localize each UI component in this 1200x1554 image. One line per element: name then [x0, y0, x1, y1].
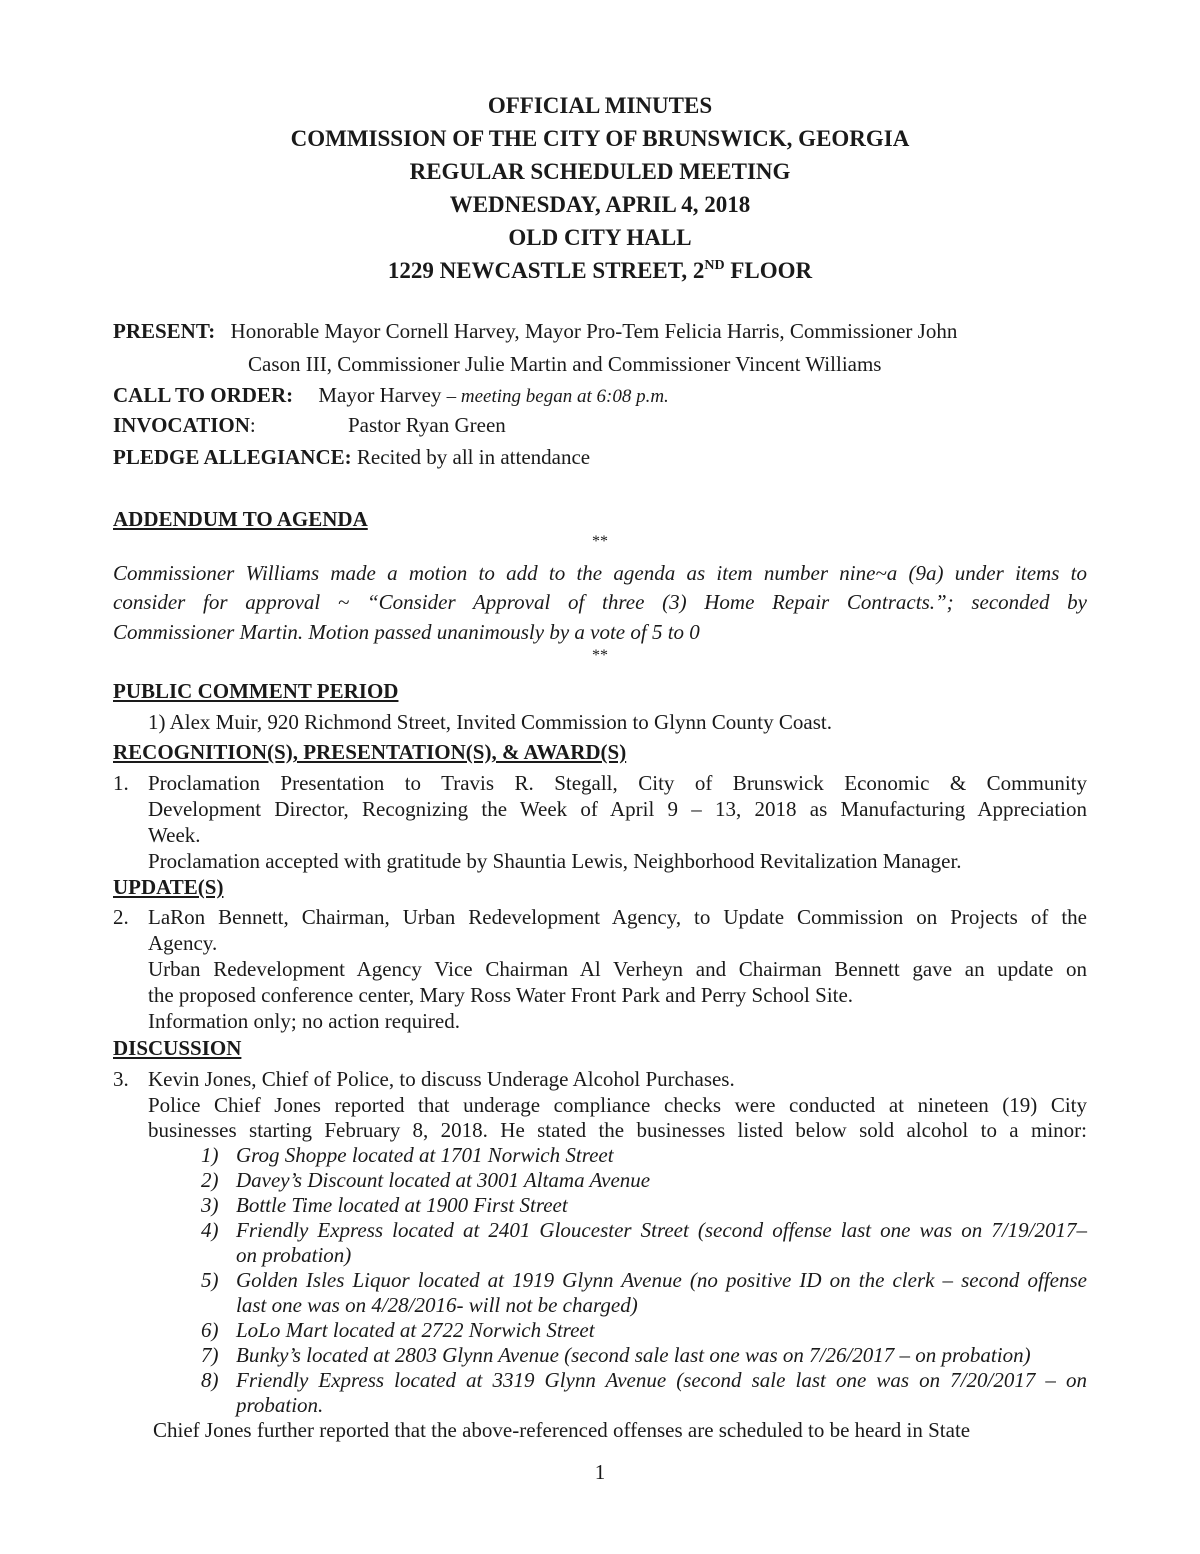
header-line-6 — [0, 254, 1200, 287]
discussion-line-3: businesses starting February 8, 2018. He stated the businesses listed below sold alcohol to a minor: — [148, 1118, 1087, 1142]
recognition-number: 1. — [113, 771, 129, 795]
header-line-3: REGULAR SCHEDULED MEETING — [409, 159, 791, 184]
updates-heading: UPDATE(S) — [113, 875, 224, 899]
offense-text: Bottle Time located at 1900 First Street — [236, 1193, 568, 1217]
pledge-label: PLEDGE ALLEGIANCE: — [113, 445, 352, 469]
pledge-value: Recited by all in attendance — [356, 445, 591, 469]
updates-line-5: Information only; no action required. — [148, 1009, 460, 1033]
addendum-heading: ADDENDUM TO AGENDA — [113, 507, 368, 531]
offense-number: 3) — [201, 1193, 219, 1217]
offense-number: 2) — [201, 1168, 219, 1192]
header-floor: FLOOR — [724, 258, 813, 283]
updates-number: 2. — [113, 905, 129, 929]
offense-number: 1) — [201, 1143, 219, 1167]
header-line-5: OLD CITY HALL — [508, 225, 692, 250]
public-comment-item: 1) Alex Muir, 920 Richmond Street, Invited Commission to Glynn County Coast. — [148, 710, 832, 734]
invocation-colon: : — [249, 413, 256, 437]
header-line-2: COMMISSION OF THE CITY OF BRUNSWICK, GEORGIA — [290, 126, 910, 151]
header-line-4: WEDNESDAY, APRIL 4, 2018 — [449, 192, 751, 217]
updates-line-4: the proposed conference center, Mary Ross Water Front Park and Perry School Site. — [148, 983, 854, 1007]
present-row — [113, 318, 957, 344]
offense-text: LoLo Mart located at 2722 Norwich Street — [236, 1318, 595, 1342]
discussion-line-2: Police Chief Jones reported that underage compliance checks were conducted at nineteen (19) City — [148, 1093, 1087, 1117]
addendum-line-1: Commissioner Williams made a motion to add to the agenda as item number nine~a (9a) under items to — [113, 561, 1087, 585]
offense-text-continued: on probation) — [236, 1243, 352, 1267]
invocation-value: Pastor Ryan Green — [348, 413, 506, 437]
offense-text: Grog Shoppe located at 1701 Norwich Street — [236, 1143, 614, 1167]
recognition-line-4: Proclamation accepted with gratitude by Shauntia Lewis, Neighborhood Revitalization Manager. — [148, 849, 962, 873]
recognition-line-1: Proclamation Presentation to Travis R. Stegall, City of Brunswick Economic & Community — [148, 771, 1087, 795]
discussion-line-1: Kevin Jones, Chief of Police, to discuss Underage Alcohol Purchases. — [148, 1067, 735, 1091]
header-floor-suffix: ND — [704, 258, 725, 273]
call-to-order-row — [113, 382, 669, 410]
header-line-1: OFFICIAL MINUTES — [487, 93, 713, 118]
recognition-line-3: Week. — [148, 823, 201, 847]
invocation-row — [113, 412, 256, 438]
pledge-row — [113, 444, 590, 470]
offense-number: 7) — [201, 1343, 219, 1367]
offense-text: Davey’s Discount located at 3001 Altama Avenue — [236, 1168, 651, 1192]
addendum-line-2: consider for approval ~ “Consider Approval of three (3) Home Repair Contracts.”; seconded by — [113, 590, 1087, 614]
updates-line-3: Urban Redevelopment Agency Vice Chairman Al Verheyn and Chairman Bennett gave an update on — [148, 957, 1087, 981]
recognition-line-2: Development Director, Recognizing the Week of April 9 – 13, 2018 as Manufacturing Appreciation — [148, 797, 1087, 821]
present-line-2: Cason III, Commissioner Julie Martin and Commissioner Vincent Williams — [248, 352, 882, 376]
updates-line-1: LaRon Bennett, Chairman, Urban Redevelopment Agency, to Update Commission on Projects of the — [148, 905, 1087, 929]
page-number: 1 — [594, 1460, 606, 1484]
call-to-order-label: CALL TO ORDER: — [113, 383, 294, 407]
public-comment-heading: PUBLIC COMMENT PERIOD — [113, 679, 399, 703]
offense-text: Friendly Express located at 2401 Gloucester Street (second offense last one was on 7/19/2017– — [236, 1218, 1087, 1242]
offense-text-continued: last one was on 4/28/2016- will not be charged) — [236, 1293, 638, 1317]
call-to-order-name: Mayor Harvey — [318, 383, 442, 407]
recognition-heading: RECOGNITION(S), PRESENTATION(S), & AWARD(S) — [113, 740, 627, 764]
present-line-1: Honorable Mayor Cornell Harvey, Mayor Pro-Tem Felicia Harris, Commissioner John — [230, 319, 958, 343]
discussion-heading: DISCUSSION — [113, 1036, 242, 1060]
offense-number: 4) — [201, 1218, 219, 1242]
offense-text: Golden Isles Liquor located at 1919 Glynn Avenue (no positive ID on the clerk – second offense — [236, 1268, 1087, 1292]
offense-text: Friendly Express located at 3319 Glynn Avenue (second sale last one was on 7/20/2017 – on — [236, 1368, 1087, 1392]
call-to-order-note: – meeting began at 6:08 p.m. — [446, 386, 669, 407]
discussion-closing: Chief Jones further reported that the above-referenced offenses are scheduled to be heard in State — [153, 1418, 971, 1442]
offense-text-continued: probation. — [236, 1393, 324, 1417]
header-address: 1229 NEWCASTLE STREET, 2 — [387, 258, 705, 283]
addendum-stars-top: ** — [592, 533, 608, 550]
offense-number: 5) — [201, 1268, 219, 1292]
invocation-label: INVOCATION — [113, 413, 250, 437]
present-label: PRESENT: — [113, 319, 216, 343]
offense-text: Bunky’s located at 2803 Glynn Avenue (second sale last one was on 7/26/2017 – on probation) — [236, 1343, 1031, 1367]
offense-number: 6) — [201, 1318, 219, 1342]
document-header — [0, 89, 1200, 287]
discussion-number: 3. — [113, 1067, 129, 1091]
addendum-line-3: Commissioner Martin. Motion passed unanimously by a vote of 5 to 0 — [113, 620, 700, 644]
updates-line-2: Agency. — [148, 931, 218, 955]
offense-number: 8) — [201, 1368, 219, 1392]
addendum-stars-bottom: ** — [592, 647, 608, 664]
